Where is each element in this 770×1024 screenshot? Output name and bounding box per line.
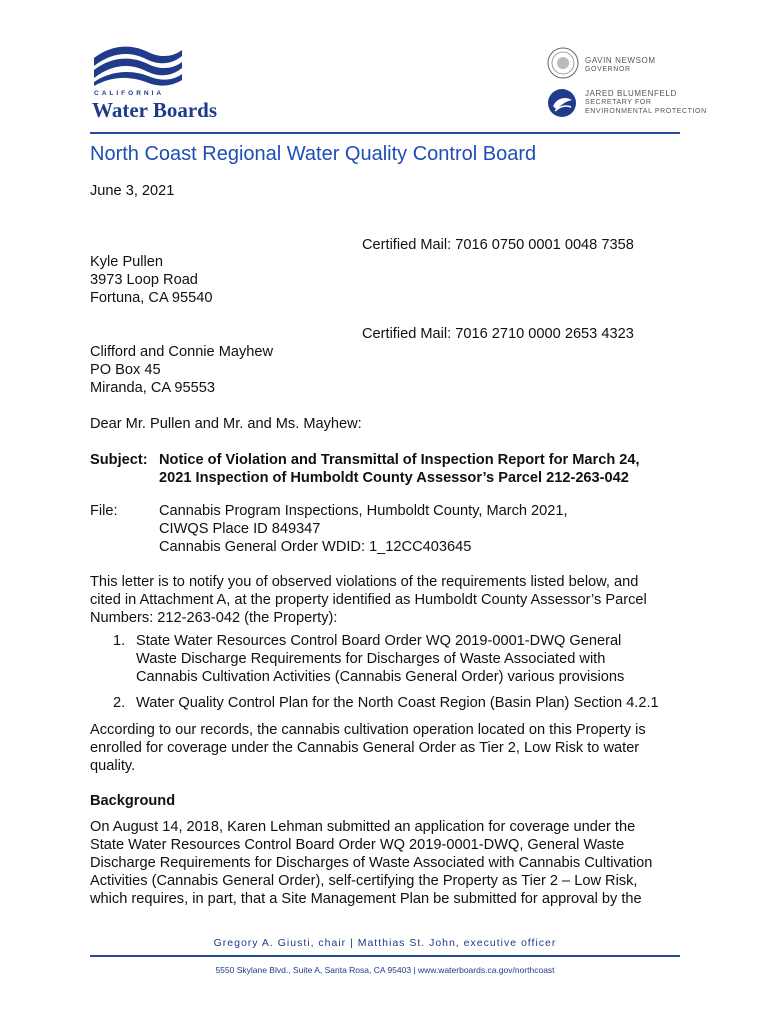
certified-mail-1: Certified Mail: 7016 0750 0001 0048 7358: [362, 237, 634, 253]
recipient-1-line-3: Fortuna, CA 95540: [90, 290, 213, 306]
records-line-3: quality.: [90, 758, 136, 774]
list-item-1-line-3: Cannabis Cultivation Activities (Cannabis General Order) various provisions: [136, 669, 625, 685]
records-line-1: According to our records, the cannabis cultivation operation located on this Property is: [90, 722, 646, 738]
intro-line-3: Numbers: 212-263-042 (the Property):: [90, 610, 338, 626]
file-line-3: Cannabis General Order WDID: 1_12CC403645: [159, 539, 472, 555]
logo-name: Water Boards: [92, 98, 218, 122]
subject-line-2: 2021 Inspection of Humboldt County Assessor’s Parcel 212-263-042: [159, 470, 629, 486]
background-line-4: Activities (Cannabis General Order), self-certifying the Property as Tier 2 – Low Risk,: [90, 873, 638, 889]
background-line-5: which requires, in part, that a Site Management Plan be submitted for approval by the: [90, 891, 642, 907]
california-seal-icon: [547, 47, 579, 79]
intro-line-1: This letter is to notify you of observed violations of the requirements listed below, and: [90, 574, 639, 590]
footer-address: 5550 Skylane Blvd., Suite A, Santa Rosa, CA 95403 | www.waterboards.ca.gov/northcoast: [215, 965, 555, 975]
board-title: North Coast Regional Water Quality Control Board: [90, 143, 537, 165]
recipient-1-line-1: Kyle Pullen: [90, 254, 164, 270]
list-item-1-number: 1.: [113, 633, 126, 649]
background-line-1: On August 14, 2018, Karen Lehman submitted an application for coverage under the: [90, 819, 636, 835]
background-heading: Background: [90, 793, 176, 809]
intro-line-2: cited in Attachment A, at the property identified as Humboldt County Assessor’s Parcel: [90, 592, 647, 608]
letter-date: June 3, 2021: [90, 183, 175, 199]
list-item-1-line-1: State Water Resources Control Board Order WQ 2019-0001-DWQ General: [136, 633, 622, 649]
calepa-logo-icon: [547, 88, 577, 118]
records-line-2: enrolled for coverage under the Cannabis General Order as Tier 2, Low Risk to water: [90, 740, 640, 756]
background-line-2: State Water Resources Control Board Order WQ 2019-0001-DWQ, General Waste: [90, 837, 625, 853]
secretary-name: JARED BLUMENFELD: [585, 89, 677, 98]
recipient-2-line-3: Miranda, CA 95553: [90, 380, 215, 396]
governor-name: GAVIN NEWSOM: [585, 56, 656, 65]
file-label: File:: [90, 503, 118, 519]
file-line-2: CIWQS Place ID 849347: [159, 521, 321, 537]
list-item-2-line-1: Water Quality Control Plan for the North Coast Region (Basin Plan) Section 4.2.1: [136, 695, 659, 711]
subject-label: Subject:: [90, 452, 148, 468]
logo-state: CALIFORNIA: [94, 90, 165, 97]
governor-title: GOVERNOR: [585, 66, 631, 73]
background-line-3: Discharge Requirements for Discharges of Waste Associated with Cannabis Cultivation: [90, 855, 653, 871]
recipient-1-line-2: 3973 Loop Road: [90, 272, 198, 288]
subject-line-1: Notice of Violation and Transmittal of Inspection Report for March 24,: [159, 452, 640, 468]
recipient-2-line-2: PO Box 45: [90, 362, 161, 378]
water-boards-logo: [88, 44, 218, 122]
certified-mail-2: Certified Mail: 7016 2710 0000 2653 4323: [362, 326, 634, 342]
secretary-title-1: SECRETARY FOR: [585, 99, 652, 106]
footer-divider: [90, 955, 680, 957]
header-divider: [90, 132, 680, 134]
water-waves-icon: [92, 44, 184, 86]
salutation: Dear Mr. Pullen and Mr. and Ms. Mayhew:: [90, 416, 362, 432]
list-item-1-line-2: Waste Discharge Requirements for Discharges of Waste Associated with: [136, 651, 606, 667]
list-item-2-number: 2.: [113, 695, 126, 711]
recipient-2-line-1: Clifford and Connie Mayhew: [90, 344, 274, 360]
file-line-1: Cannabis Program Inspections, Humboldt County, March 2021,: [159, 503, 568, 519]
secretary-title-2: ENVIRONMENTAL PROTECTION: [585, 108, 707, 115]
footer-officers: Gregory A. Giusti, chair | Matthias St. John, executive officer: [213, 937, 557, 949]
